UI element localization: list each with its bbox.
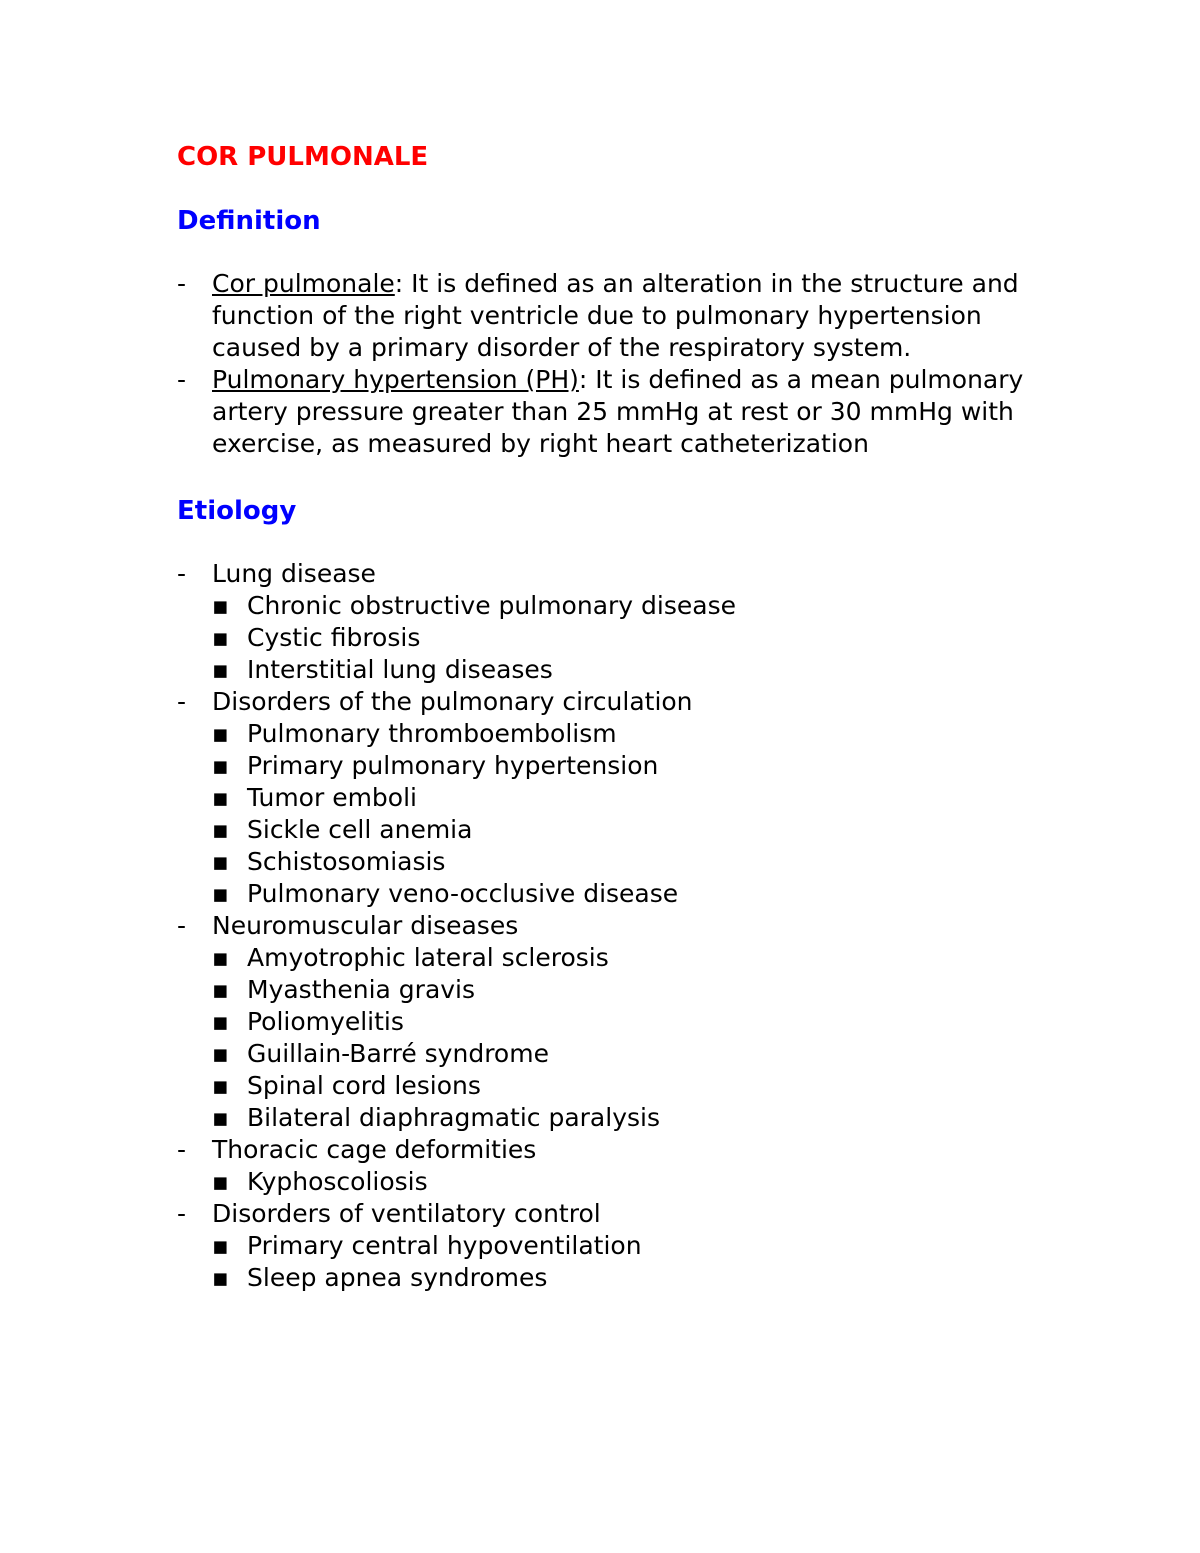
square-bullet-icon: ▪ <box>212 1263 229 1292</box>
square-bullet-icon: ▪ <box>212 1007 229 1036</box>
list-dash: - <box>177 911 187 940</box>
etiology-group-label: Lung disease <box>212 559 376 588</box>
etiology-subitem-text: Bilateral diaphragmatic paralysis <box>247 1103 660 1132</box>
etiology-subitem-text: Chronic obstructive pulmonary disease <box>247 591 736 620</box>
definition-term: Pulmonary hypertension (PH) <box>212 365 579 394</box>
etiology-subitem-text: Myasthenia gravis <box>247 975 476 1004</box>
etiology-subitem-text: Primary pulmonary hypertension <box>247 751 659 780</box>
etiology-subitem <box>212 718 1027 750</box>
list-dash: - <box>177 269 187 298</box>
list-dash: - <box>177 365 187 394</box>
etiology-subitem <box>212 654 1027 686</box>
definition-text: : It is defined as a mean pulmonary artery pressure greater than 25 mmHg at rest or 30 mmHg with exercise, as measured by right heart catheterization <box>212 365 1024 458</box>
etiology-subitem-text: Guillain-Barré syndrome <box>247 1039 549 1068</box>
etiology-subitem-text: Amyotrophic lateral sclerosis <box>247 943 609 972</box>
etiology-subitem-text: Schistosomiasis <box>247 847 446 876</box>
etiology-subitem-text: Spinal cord lesions <box>247 1071 481 1100</box>
etiology-group-label: Neuromuscular diseases <box>212 911 519 940</box>
etiology-subitem <box>212 878 1027 910</box>
etiology-subitem-text: Pulmonary veno-occlusive disease <box>247 879 679 908</box>
etiology-group <box>177 686 1027 910</box>
list-dash: - <box>177 559 187 588</box>
etiology-subitem-text: Sickle cell anemia <box>247 815 473 844</box>
etiology-list <box>177 558 1027 1294</box>
etiology-sublist <box>212 1166 1027 1198</box>
etiology-subitem-text: Sleep apnea syndromes <box>247 1263 548 1292</box>
etiology-subitem-text: Tumor emboli <box>247 783 417 812</box>
etiology-subitem <box>212 1230 1027 1262</box>
document-page <box>177 138 1027 1294</box>
etiology-subitem <box>212 1262 1027 1294</box>
square-bullet-icon: ▪ <box>212 1167 229 1196</box>
square-bullet-icon: ▪ <box>212 751 229 780</box>
definition-heading: Definition <box>177 206 321 236</box>
etiology-subitem <box>212 1166 1027 1198</box>
etiology-group <box>177 1134 1027 1198</box>
etiology-subitem <box>212 1038 1027 1070</box>
etiology-group <box>177 1198 1027 1294</box>
etiology-subitem <box>212 750 1027 782</box>
square-bullet-icon: ▪ <box>212 719 229 748</box>
etiology-subitem-text: Pulmonary thromboembolism <box>247 719 617 748</box>
square-bullet-icon: ▪ <box>212 623 229 652</box>
etiology-subitem-text: Primary central hypoventilation <box>247 1231 642 1260</box>
square-bullet-icon: ▪ <box>212 591 229 620</box>
etiology-heading: Etiology <box>177 496 297 526</box>
square-bullet-icon: ▪ <box>212 1039 229 1068</box>
etiology-group <box>177 558 1027 686</box>
square-bullet-icon: ▪ <box>212 815 229 844</box>
list-dash: - <box>177 687 187 716</box>
square-bullet-icon: ▪ <box>212 1231 229 1260</box>
etiology-subitem <box>212 782 1027 814</box>
etiology-subitem <box>212 622 1027 654</box>
document-title: COR PULMONALE <box>177 142 429 172</box>
etiology-subitem-text: Kyphoscoliosis <box>247 1167 428 1196</box>
square-bullet-icon: ▪ <box>212 975 229 1004</box>
etiology-subitem <box>212 974 1027 1006</box>
etiology-subitem <box>212 590 1027 622</box>
etiology-subitem <box>212 1102 1027 1134</box>
etiology-subitem <box>212 846 1027 878</box>
etiology-group-label: Disorders of the pulmonary circulation <box>212 687 693 716</box>
definition-item-pulmonary-hypertension <box>177 364 1027 460</box>
etiology-subitem <box>212 1006 1027 1038</box>
definition-term: Cor pulmonale <box>212 269 395 298</box>
etiology-subitem-text: Cystic fibrosis <box>247 623 421 652</box>
etiology-sublist <box>212 718 1027 910</box>
etiology-subitem <box>212 814 1027 846</box>
list-dash: - <box>177 1199 187 1228</box>
definition-text: : It is defined as an alteration in the structure and function of the right ventricle due to pulmonary hypertension caused by a primary disorder of the respiratory system. <box>212 269 1019 362</box>
etiology-sublist <box>212 590 1027 686</box>
definition-item-cor-pulmonale <box>177 268 1027 364</box>
etiology-group-label: Thoracic cage deformities <box>212 1135 537 1164</box>
square-bullet-icon: ▪ <box>212 943 229 972</box>
etiology-sublist <box>212 942 1027 1134</box>
etiology-group-label: Disorders of ventilatory control <box>212 1199 601 1228</box>
definition-list <box>177 268 1027 460</box>
etiology-subitem-text: Interstitial lung diseases <box>247 655 553 684</box>
list-dash: - <box>177 1135 187 1164</box>
square-bullet-icon: ▪ <box>212 847 229 876</box>
square-bullet-icon: ▪ <box>212 1103 229 1132</box>
square-bullet-icon: ▪ <box>212 1071 229 1100</box>
square-bullet-icon: ▪ <box>212 879 229 908</box>
etiology-sublist <box>212 1230 1027 1294</box>
square-bullet-icon: ▪ <box>212 655 229 684</box>
etiology-subitem <box>212 1070 1027 1102</box>
square-bullet-icon: ▪ <box>212 783 229 812</box>
etiology-subitem-text: Poliomyelitis <box>247 1007 404 1036</box>
etiology-group <box>177 910 1027 1134</box>
etiology-subitem <box>212 942 1027 974</box>
